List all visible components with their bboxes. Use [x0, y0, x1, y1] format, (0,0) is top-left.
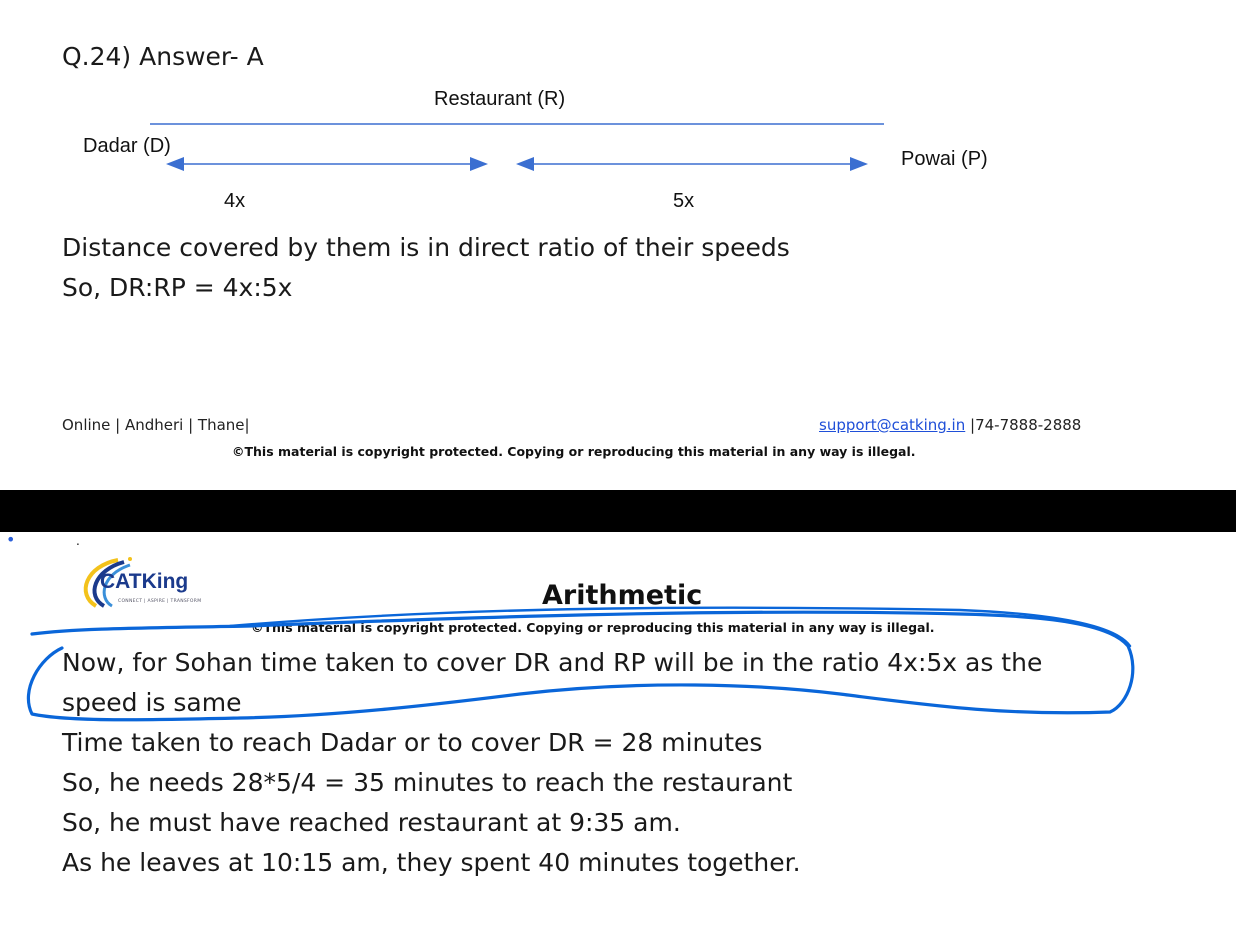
footer-locations: Online | Andheri | Thane|: [62, 416, 250, 434]
explanation-line-2: So, DR:RP = 4x:5x: [62, 273, 293, 302]
restaurant-label: Restaurant (R): [434, 88, 566, 110]
solution-line-2: speed is same: [62, 688, 242, 717]
solution-line-5: So, he must have reached restaurant at 9:35 am.: [62, 808, 681, 837]
stray-dot: .: [76, 534, 80, 548]
footer-phone: |74-7888-2888: [965, 416, 1082, 434]
footer-copyright: ©This material is copyright protected. Copying or reproducing this material in any way is illegal.: [232, 444, 916, 459]
solution-line-1: Now, for Sohan time taken to cover DR and RP will be in the ratio 4x:5x as the: [62, 648, 1043, 677]
question-heading: Q.24) Answer- A: [62, 42, 264, 71]
dadar-label: Dadar (D): [83, 135, 171, 157]
solution-line-4: So, he needs 28*5/4 = 35 minutes to reach the restaurant: [62, 768, 793, 797]
right-segment-label: 5x: [673, 190, 695, 212]
solution-line-6: As he leaves at 10:15 am, they spent 40 minutes together.: [62, 848, 801, 877]
section-title: Arithmetic: [542, 580, 703, 611]
support-email-link[interactable]: support@catking.in: [819, 416, 966, 434]
bullet-marker: •: [6, 530, 16, 549]
logo-tagline: CONNECT | ASPIRE | TRANSFORM: [118, 599, 202, 604]
explanation-line-1: Distance covered by them is in direct ratio of their speeds: [62, 233, 790, 262]
logo-wordmark: CATKing: [100, 570, 189, 593]
header-copyright: ©This material is copyright protected. Copying or reproducing this material in any way is illegal.: [251, 620, 935, 635]
annotation-loop-stroke: [28, 612, 1132, 720]
powai-label: Powai (P): [901, 148, 988, 170]
left-segment-label: 4x: [224, 190, 246, 212]
solution-line-3: Time taken to reach Dadar or to cover DR = 28 minutes: [62, 728, 763, 757]
